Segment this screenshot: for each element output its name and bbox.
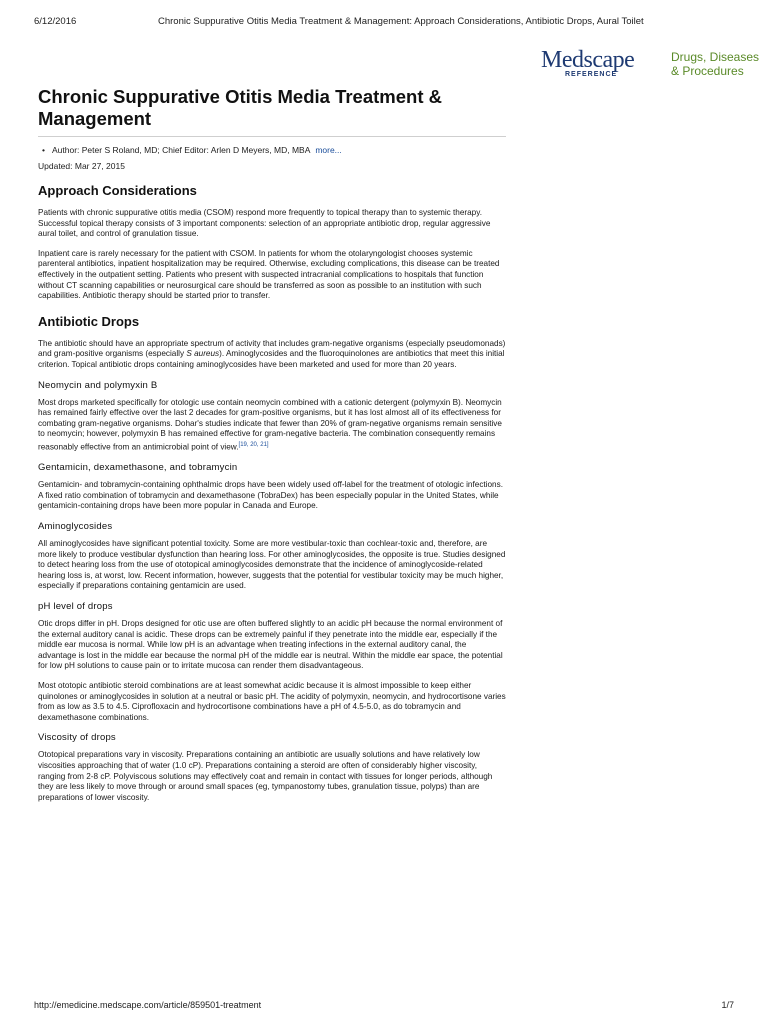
- article-main: [38, 86, 506, 812]
- paragraph: All aminoglycosides have significant potential toxicity. Some are more vestibular-toxic than cochlear-toxic and, therefore, are more likely to produce vestibular dysfunction than hearing loss. For other aminoglycosides, the opposite is true. Studies designed to detect hearing loss from the use of ototopical aminoglycosides demonstrate that the incidence of aminoglycoside-related hearing loss is, at worst, low. Recent information, however, suggests that the potential for vestibular toxicity may be much higher, especially if preparations containing gentamicin are used.: [38, 539, 506, 591]
- reference-link[interactable]: [19, 20, 21]: [238, 441, 269, 448]
- page-number: 1/7: [721, 1000, 734, 1010]
- author-line: [38, 145, 506, 155]
- logo-brand: Medscape: [541, 47, 635, 73]
- section-heading-approach: Approach Considerations: [38, 183, 197, 198]
- text-run: The antibiotic should have an appropriate spectrum of activity that includes gram-negative organisms (especially pseudomonads) and gram-positive organisms (especially: [38, 338, 506, 359]
- updated-date: Updated: Mar 27, 2015: [38, 161, 125, 171]
- print-date: 6/12/2016: [34, 16, 77, 27]
- paragraph: Patients with chronic suppurative otitis media (CSOM) respond more frequently to topical therapy than to systemic therapy. Successful topical therapy consists of 3 important components: selection of an appropriate antibiotic drop, regular aggressive aural toilet, and control of granulation tissue.: [38, 208, 491, 239]
- logo-tagline: [671, 50, 761, 78]
- subheading-gentamicin: Gentamicin, dexamethasone, and tobramycin: [38, 462, 238, 474]
- paragraph: Ototopical preparations vary in viscosity. Preparations containing an antibiotic are usually solutions and have relatively low viscosities approaching that of water (1.0 cP). Preparations containing a steroid are often of considerably higher viscosity, ranging from 2-8 cP. Polyviscous solutions may effectively coat and remain in contact with tissues for longer periods, although they are less likely to move through or around small spaces (eg, tympanostomy tubes, granulation tissue, polyps) than are preparations of lower viscosity.: [38, 750, 493, 802]
- subheading-viscosity: Viscosity of drops: [38, 732, 116, 744]
- print-footer: [34, 1000, 734, 1012]
- subheading-ph-level: pH level of drops: [38, 600, 113, 612]
- section-heading-antibiotic-drops: Antibiotic Drops: [38, 313, 140, 329]
- print-doc-title: Chronic Suppurative Otitis Media Treatment & Management: Approach Considerations, Antibiotic Drops, Aural Toilet: [158, 16, 644, 27]
- logo-tagline-line-2: & Procedures: [671, 64, 744, 78]
- paragraph: [38, 398, 506, 454]
- paragraph: [38, 339, 506, 371]
- medscape-logo[interactable]: [541, 46, 760, 82]
- paragraph: Most ototopic antibiotic steroid combinations are at least somewhat acidic because it is almost impossible to keep either quinolones or aminoglycosides in solution at a neutral or basic pH. The acidity of polymyxin, neomycin, and hydrocortisone varies from as low as 3.5 to 4.5. Ciprofloxacin and hydrocortisone combinations have a pH of 4.5-5.0, as do tobramycin and dexamethasone combinations.: [38, 680, 506, 722]
- paragraph: Otic drops differ in pH. Drops designed for otic use are often buffered slightly to an acidic pH because the normal environment of the external auditory canal is acidic. These drops can be extremely painful if they penetrate into the middle ear, especially if the middle ear mucosa is normal. While low pH is an advantage when treating infections in the external auditory canal, the advantage is lost in the middle ear because the normal pH of the middle ear is neutral. Within the middle ear space, the potential for low pH solutions to cause pain or to irritate mucosa can render them disadvantageous.: [38, 618, 503, 671]
- text-run: ). Aminoglycosides and the fluoroquinolones are antibiotics that meet this initial criterion. Topical antibiotic drops containing aminoglycosides have been marketed and used for more than 20 years.: [38, 349, 505, 369]
- logo-sub: REFERENCE: [565, 71, 618, 78]
- subheading-neomycin: Neomycin and polymyxin B: [38, 379, 158, 391]
- subheading-aminoglycosides: Aminoglycosides: [38, 521, 113, 533]
- logo-tagline-line-1: Drugs, Diseases: [671, 50, 760, 64]
- paragraph: Inpatient care is rarely necessary for the patient with CSOM. In patients for whom the otolaryngologist chooses systemic parenteral antibiotics, inpatient hospitalization may be required. Otherwise, excluding complications, this disease can be treated effectively in the outpatient setting. Patients who present with suspected intracranial complications to hospitals that function without CT scanning capabilities or neurosurgical care should be transferred as soon as possible to an institution with such capabilities. Antibiotic therapy should be started prior to transfer.: [38, 248, 500, 301]
- print-header: [34, 16, 734, 30]
- text-run: Most drops marketed specifically for otologic use contain neomycin combined with a cationic detergent (polymyxin B). Neomycin has remained fairly effective over the last 2 decades for gram-positive organisms, but it has lost almost all of its effectiveness for combating gram-negative organisms. Dohar's studies indicate that fewer than 20% of gram-negative organisms remain sensitive to neomycin; however, polymyxin B has remained effective for gram-negative bacteria. The combination consequently remains reasonably effective from an antimicrobial point of view.: [38, 397, 502, 452]
- bullet-icon: •: [42, 145, 45, 155]
- page-title: Chronic Suppurative Otitis Media Treatment & Management: [38, 86, 506, 137]
- author-text: Author: Peter S Roland, MD; Chief Editor: Arlen D Meyers, MD, MBA: [52, 145, 310, 155]
- italic-organism: S aureus: [186, 349, 220, 359]
- page-url: http://emedicine.medscape.com/article/859501-treatment: [34, 1000, 262, 1010]
- more-link[interactable]: more...: [315, 145, 342, 155]
- paragraph: Gentamicin- and tobramycin-containing ophthalmic drops have been widely used off-label for the treatment of otologic infections. A fixed ratio combination of tobramycin and dexamethasone (TobraDex) has been especially popular in the United States, while gentamicin-containing drops have been more popular in Canada and Europe.: [38, 480, 503, 511]
